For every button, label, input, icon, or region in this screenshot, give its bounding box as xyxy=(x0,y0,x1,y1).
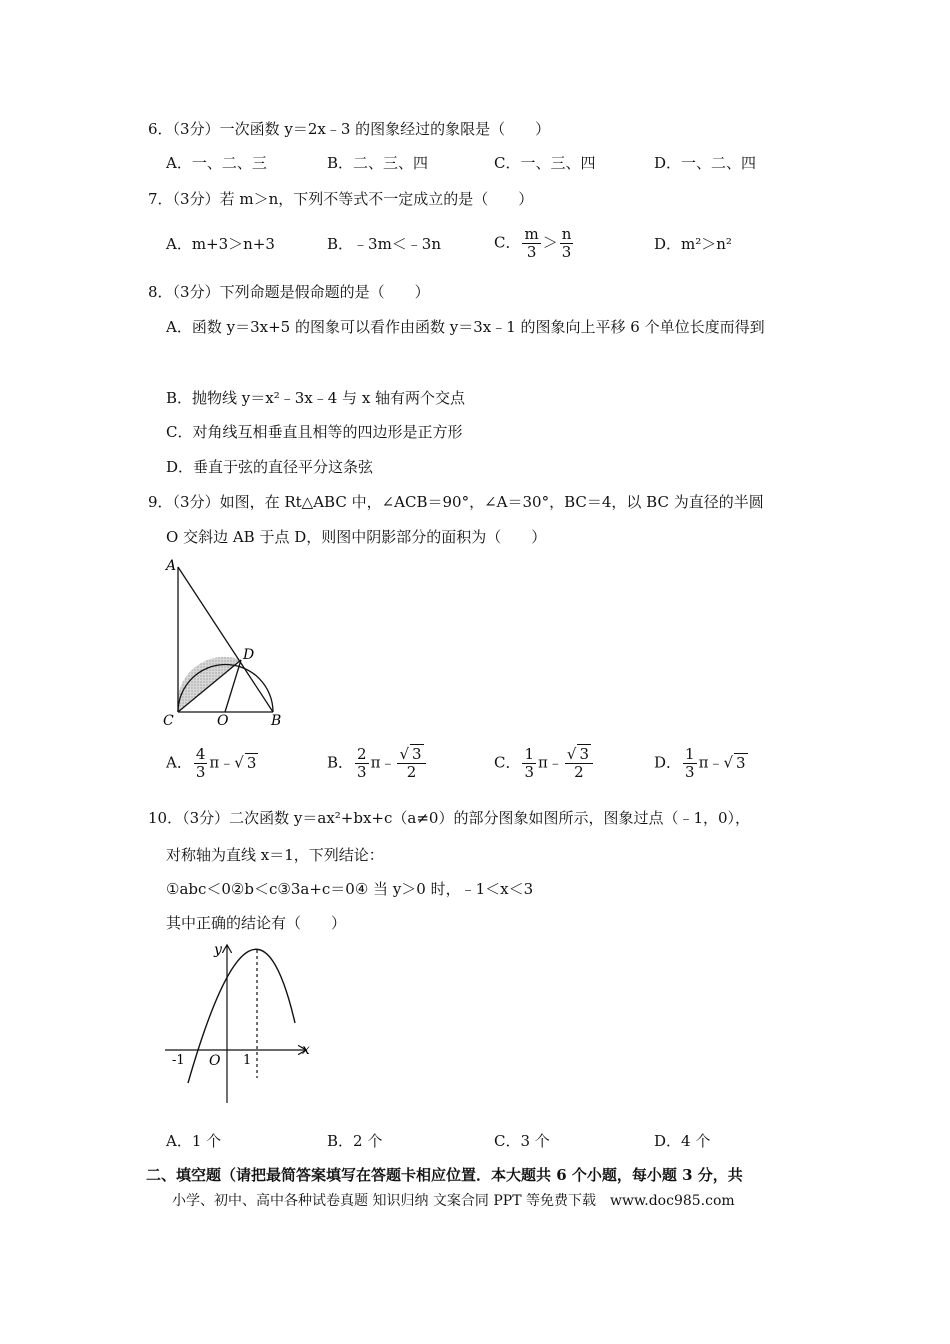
q8-option-d: D．垂直于弦的直径平分这条弦 xyxy=(166,458,374,476)
q10-label-x: x xyxy=(302,1042,310,1058)
q10-parabola-figure xyxy=(160,938,320,1108)
q7-frac-den-3a: 3 xyxy=(526,243,537,261)
q9-label-d: D xyxy=(243,647,255,663)
q7-option-b: B．﹣3m＜﹣3n xyxy=(327,235,441,253)
sqrt-radicand: 3 xyxy=(412,745,422,763)
q8-option-a: A．函数 y＝3x+5 的图象可以看作由函数 y＝3x﹣1 的图象向上平移 6 个单位长度而得到 xyxy=(166,318,765,336)
q7-option-c-label: C． xyxy=(494,233,521,252)
sqrt-symbol: √ xyxy=(234,753,244,772)
q9-option-c xyxy=(494,746,595,781)
sqrt-symbol: √ xyxy=(723,753,733,772)
frac-den: 3 xyxy=(195,763,206,781)
q8-option-b: B．抛物线 y＝x²﹣3x﹣4 与 x 轴有两个交点 xyxy=(166,389,466,407)
q9-option-a xyxy=(166,746,258,781)
sqrt-radicand: 3 xyxy=(246,753,257,772)
section-2-heading: 二、填空题（请把最简答案填写在答题卡相应位置．本大题共 6 个小题，每小题 3 分，共 xyxy=(146,1166,743,1184)
frac-num: 1 xyxy=(524,745,535,763)
q10-option-a: A．1 个 xyxy=(166,1132,222,1150)
q9-label-o: O xyxy=(217,713,229,729)
frac-den: 2 xyxy=(406,763,417,781)
q7-option-d: D．m²＞n² xyxy=(654,235,732,253)
q7-frac-den-3b: 3 xyxy=(561,243,572,261)
q6-option-a: A．一、二、三 xyxy=(166,154,267,172)
q7-option-c xyxy=(494,226,575,261)
q7-relation: ＞ xyxy=(542,233,558,252)
q9-option-c-label: C． xyxy=(494,753,521,772)
frac-num: 2 xyxy=(357,745,367,763)
q9-option-b-sqrt-frac xyxy=(397,746,425,781)
frac-den: 3 xyxy=(685,763,695,781)
q9-option-d-label: D． xyxy=(654,753,682,772)
q8-stem: 8．（3分）下列命题是假命题的是（ ） xyxy=(148,283,430,301)
frac-den: 2 xyxy=(574,763,584,781)
q10-option-d: D．4 个 xyxy=(654,1132,711,1150)
q7-stem: 7．（3分）若 m＞n，下列不等式不一定成立的是（ ） xyxy=(148,190,534,208)
q10-label-y: y xyxy=(214,942,222,958)
q10-stem-line2: 对称轴为直线 x＝1，下列结论： xyxy=(166,846,384,864)
q10-option-c: C．3 个 xyxy=(494,1132,550,1150)
q7-fraction-m3 xyxy=(522,226,540,261)
q9-option-c-frac xyxy=(522,746,536,781)
q8-option-c: C．对角线互相垂直且相等的四边形是正方形 xyxy=(166,423,463,441)
q9-label-b: B xyxy=(271,713,282,729)
frac-den: 3 xyxy=(524,763,535,781)
frac-num: 1 xyxy=(685,745,695,763)
q10-label-one: 1 xyxy=(243,1053,252,1068)
q9-stem-line2: O 交斜边 AB 于点 D，则图中阴影部分的面积为（ ） xyxy=(166,528,547,546)
q6-option-d: D．一、二、四 xyxy=(654,154,757,172)
q6-option-c: C．一、三、四 xyxy=(494,154,596,172)
q7-frac-num-n: n xyxy=(561,225,572,243)
frac-den: 3 xyxy=(357,763,367,781)
q6-option-b: B．二、三、四 xyxy=(327,154,429,172)
frac-num: 4 xyxy=(195,745,206,763)
q7-frac-num-m: m xyxy=(524,225,539,243)
frac-num-sqrt: √ 3 xyxy=(397,746,425,764)
q9-option-a-frac xyxy=(194,746,208,781)
q10-label-o: O xyxy=(209,1053,221,1069)
sqrt-radicand: 3 xyxy=(579,745,589,763)
pi-minus: π﹣ xyxy=(370,753,396,772)
q9-option-b xyxy=(327,746,428,781)
q7-fraction-n3 xyxy=(560,226,574,261)
q9-label-a: A xyxy=(166,558,177,574)
q10-option-b: B．2 个 xyxy=(327,1132,383,1150)
q9-triangle-figure xyxy=(155,555,295,730)
pi-minus: π﹣ xyxy=(538,753,563,772)
q9-option-b-label: B． xyxy=(327,753,354,772)
q6-stem: 6．（3分）一次函数 y＝2x﹣3 的图象经过的象限是（ ） xyxy=(148,120,551,138)
q10-label-neg1: -1 xyxy=(172,1053,185,1068)
q9-stem-line1: 9．（3分）如图，在 Rt△ABC 中，∠ACB＝90°，∠A＝30°，BC＝4，以 BC 为直径的半圆 xyxy=(148,493,764,511)
q9-option-d-frac xyxy=(683,746,697,781)
q9-option-c-sqrt-frac xyxy=(565,746,593,781)
q7-option-a: A．m+3＞n+3 xyxy=(166,235,275,253)
q10-stem-line4: 其中正确的结论有（ ） xyxy=(166,914,347,932)
page-footer: 小学、初中、高中各种试卷真题 知识归纳 文案合同 PPT 等免费下载 www.doc985.com xyxy=(172,1193,735,1209)
sqrt-radicand: 3 xyxy=(736,753,746,772)
pi-minus: π﹣ xyxy=(698,753,724,772)
q9-option-d xyxy=(654,746,748,781)
q9-option-b-frac xyxy=(355,746,369,781)
q10-stem-line1: 10．（3分）二次函数 y＝ax²+bx+c（a≠0）的部分图象如图所示，图象过点（﹣1，0）， xyxy=(148,809,751,827)
q9-label-c: C xyxy=(163,713,174,729)
q10-stem-line3: ①abc＜0②b＜c③3a+c＝0④ 当 y＞0 时，﹣1＜x＜3 xyxy=(166,880,534,898)
frac-num-sqrt: √ 3 xyxy=(565,746,593,764)
pi-minus: π﹣ xyxy=(209,753,235,772)
q9-option-a-label: A． xyxy=(166,753,192,772)
